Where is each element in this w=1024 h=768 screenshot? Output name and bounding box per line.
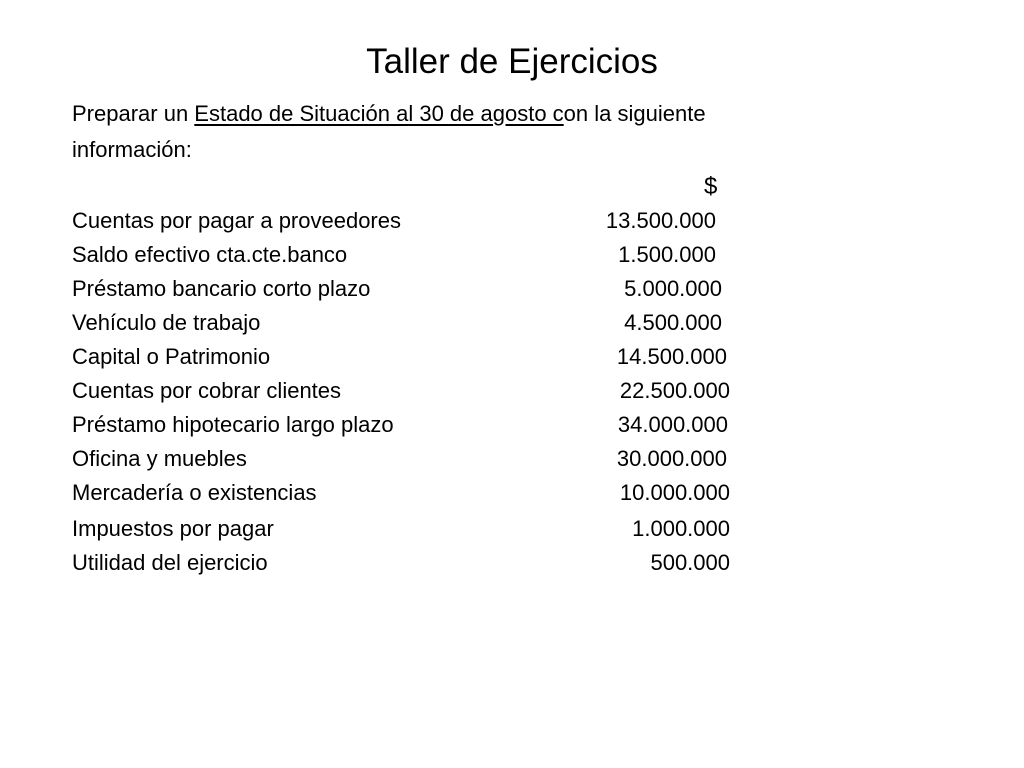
instructions-paragraph bbox=[72, 96, 852, 168]
page-title: Taller de Ejercicios bbox=[366, 42, 658, 81]
account-value: 5.000.000 bbox=[624, 276, 722, 301]
account-label: Cuentas por cobrar clientes bbox=[72, 378, 342, 403]
account-label: Mercadería o existencias bbox=[72, 480, 317, 505]
account-value: 13.500.000 bbox=[605, 208, 716, 233]
account-label: Saldo efectivo cta.cte.banco bbox=[72, 242, 348, 267]
account-label: Impuestos por pagar bbox=[72, 516, 274, 541]
account-value: 30.000.000 bbox=[616, 446, 727, 471]
account-value: 10.000.000 bbox=[619, 480, 730, 505]
account-value: 14.500.000 bbox=[616, 344, 727, 369]
account-label: Oficina y muebles bbox=[72, 446, 247, 471]
currency-symbol: $ bbox=[704, 173, 718, 200]
instructions-text-start: Preparar un bbox=[72, 101, 195, 126]
account-value: 22.500.000 bbox=[619, 378, 730, 403]
account-label: Utilidad del ejercicio bbox=[72, 550, 268, 575]
account-label: Vehículo de trabajo bbox=[72, 310, 261, 335]
account-value: 1.500.000 bbox=[618, 242, 716, 267]
account-label: Préstamo bancario corto plazo bbox=[72, 276, 371, 301]
instructions-line-1 bbox=[72, 96, 852, 132]
account-value: 1.000.000 bbox=[632, 516, 730, 541]
account-value: 500.000 bbox=[650, 550, 730, 575]
account-value: 34.000.000 bbox=[617, 412, 728, 437]
instructions-text-end: on la siguiente bbox=[563, 101, 706, 126]
account-label: Capital o Patrimonio bbox=[72, 344, 271, 369]
account-value: 4.500.000 bbox=[624, 310, 722, 335]
account-label: Préstamo hipotecario largo plazo bbox=[72, 412, 394, 437]
instructions-line-2: información: bbox=[72, 137, 192, 162]
instructions-underlined-text: Estado de Situación al 30 de agosto c bbox=[194, 101, 564, 126]
account-label: Cuentas por pagar a proveedores bbox=[72, 208, 401, 233]
